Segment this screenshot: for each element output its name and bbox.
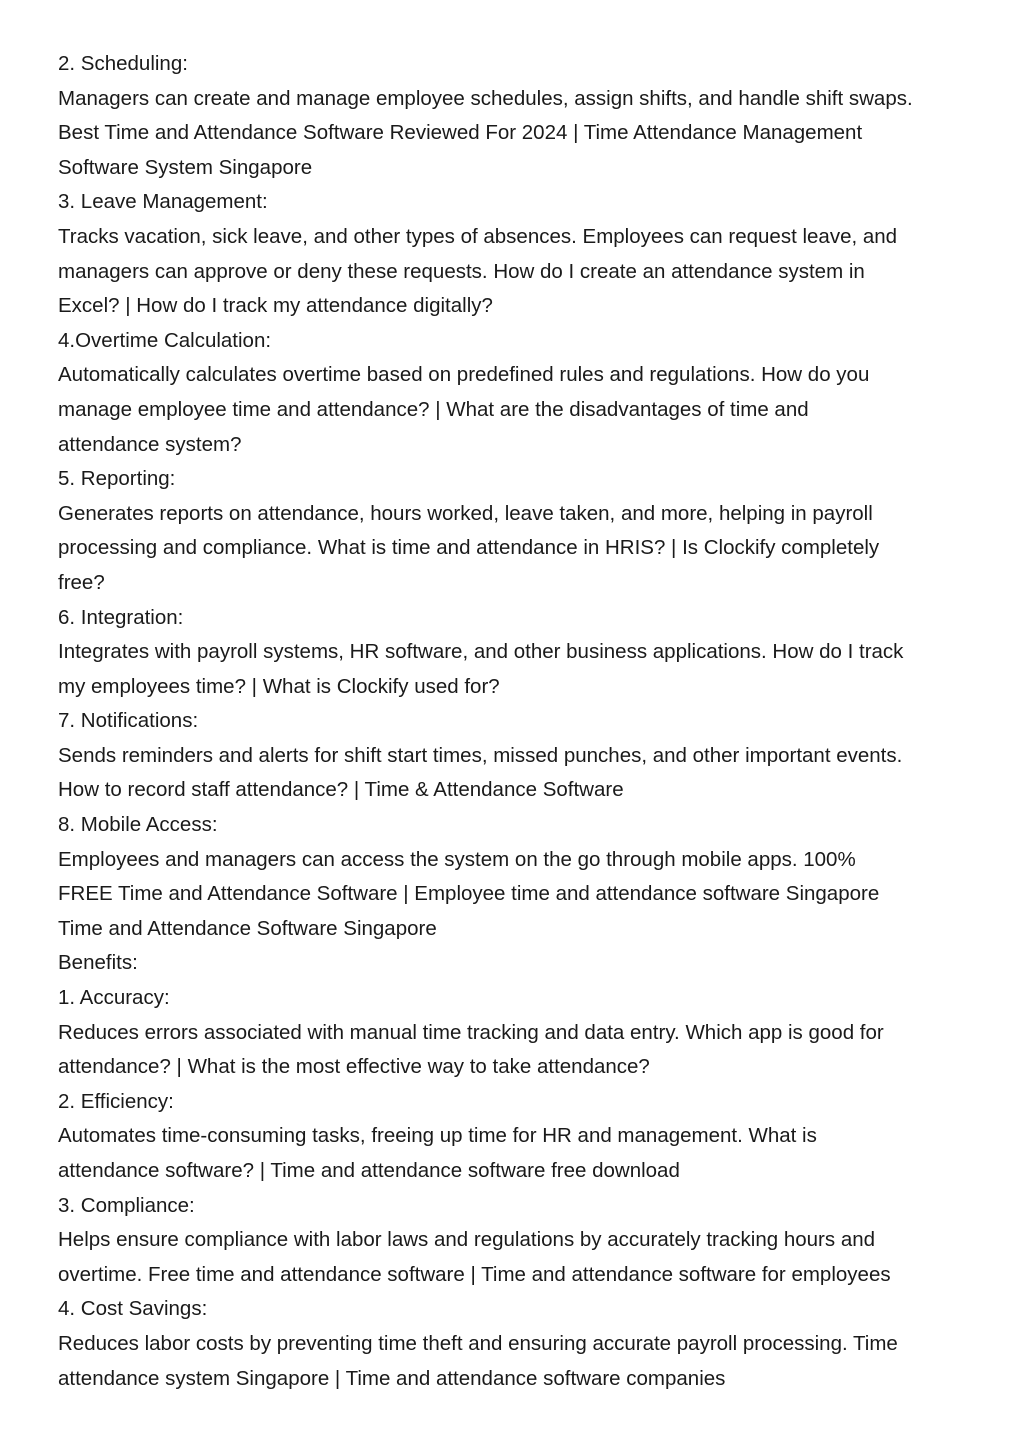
heading-mobile-access: 8. Mobile Access: <box>58 813 218 837</box>
text-line: attendance? | What is the most effective way to take attendance? <box>58 1055 650 1079</box>
heading-notifications: 7. Notifications: <box>58 709 199 733</box>
heading-scheduling: 2. Scheduling: <box>58 52 188 75</box>
text-line: Managers can create and manage employee schedules, assign shifts, and handle shift swaps. <box>58 86 913 110</box>
heading-efficiency: 2. Efficiency: <box>58 1089 174 1113</box>
text-line: Generates reports on attendance, hours worked, leave taken, and more, helping in payroll <box>58 501 873 525</box>
text-line: attendance software? | Time and attendance software free download <box>58 1159 680 1182</box>
text-line: attendance system? <box>58 432 242 456</box>
text-line: overtime. Free time and attendance software | Time and attendance software for employees <box>58 1262 891 1286</box>
heading-overtime-calculation: 4.Overtime Calculation: <box>58 328 272 352</box>
text-line: my employees time? | What is Clockify used for? <box>58 674 500 698</box>
text-line: managers can approve or deny these requests. How do I create an attendance system in <box>58 259 865 283</box>
text-line: Integrates with payroll systems, HR software, and other business applications. How do I track <box>58 640 904 664</box>
text-line: Time and Attendance Software Singapore <box>58 916 437 940</box>
text-line: How to record staff attendance? | Time & Attendance Software <box>58 778 624 802</box>
heading-cost-savings: 4. Cost Savings: <box>58 1297 208 1321</box>
text-line: Sends reminders and alerts for shift start times, missed punches, and other important events. <box>58 743 903 767</box>
text-line: Excel? | How do I track my attendance digitally? <box>58 294 493 318</box>
text-line: free? <box>58 570 105 594</box>
text-line: FREE Time and Attendance Software | Employee time and attendance software Singapore <box>58 882 880 906</box>
text-line: processing and compliance. What is time and attendance in HRIS? | Is Clockify completely <box>58 536 880 560</box>
text-line: Automatically calculates overtime based on predefined rules and regulations. How do you <box>58 363 870 387</box>
heading-compliance: 3. Compliance: <box>58 1193 195 1217</box>
document-body <box>58 47 978 1396</box>
text-line: Tracks vacation, sick leave, and other types of absences. Employees can request leave, and <box>58 224 898 248</box>
heading-integration: 6. Integration: <box>58 605 184 629</box>
text-line: Automates time-consuming tasks, freeing up time for HR and management. What is <box>58 1124 817 1148</box>
text-line: Reduces labor costs by preventing time theft and ensuring accurate payroll processing. Time <box>58 1331 898 1355</box>
text-line: attendance system Singapore | Time and attendance software companies <box>58 1366 726 1390</box>
text-line: manage employee time and attendance? | What are the disadvantages of time and <box>58 397 809 421</box>
heading-reporting: 5. Reporting: <box>58 467 176 491</box>
heading-accuracy: 1. Accuracy: <box>58 986 170 1010</box>
text-line: Helps ensure compliance with labor laws and regulations by accurately tracking hours and <box>58 1228 876 1252</box>
heading-leave-management: 3. Leave Management: <box>58 190 268 214</box>
text-line: Employees and managers can access the system on the go through mobile apps. 100% <box>58 847 856 871</box>
text-line: Reduces errors associated with manual time tracking and data entry. Which app is good for <box>58 1020 884 1044</box>
heading-benefits: Benefits: <box>58 951 138 975</box>
text-line: Software System Singapore <box>58 155 313 179</box>
text-line: Best Time and Attendance Software Reviewed For 2024 | Time Attendance Management <box>58 121 863 145</box>
